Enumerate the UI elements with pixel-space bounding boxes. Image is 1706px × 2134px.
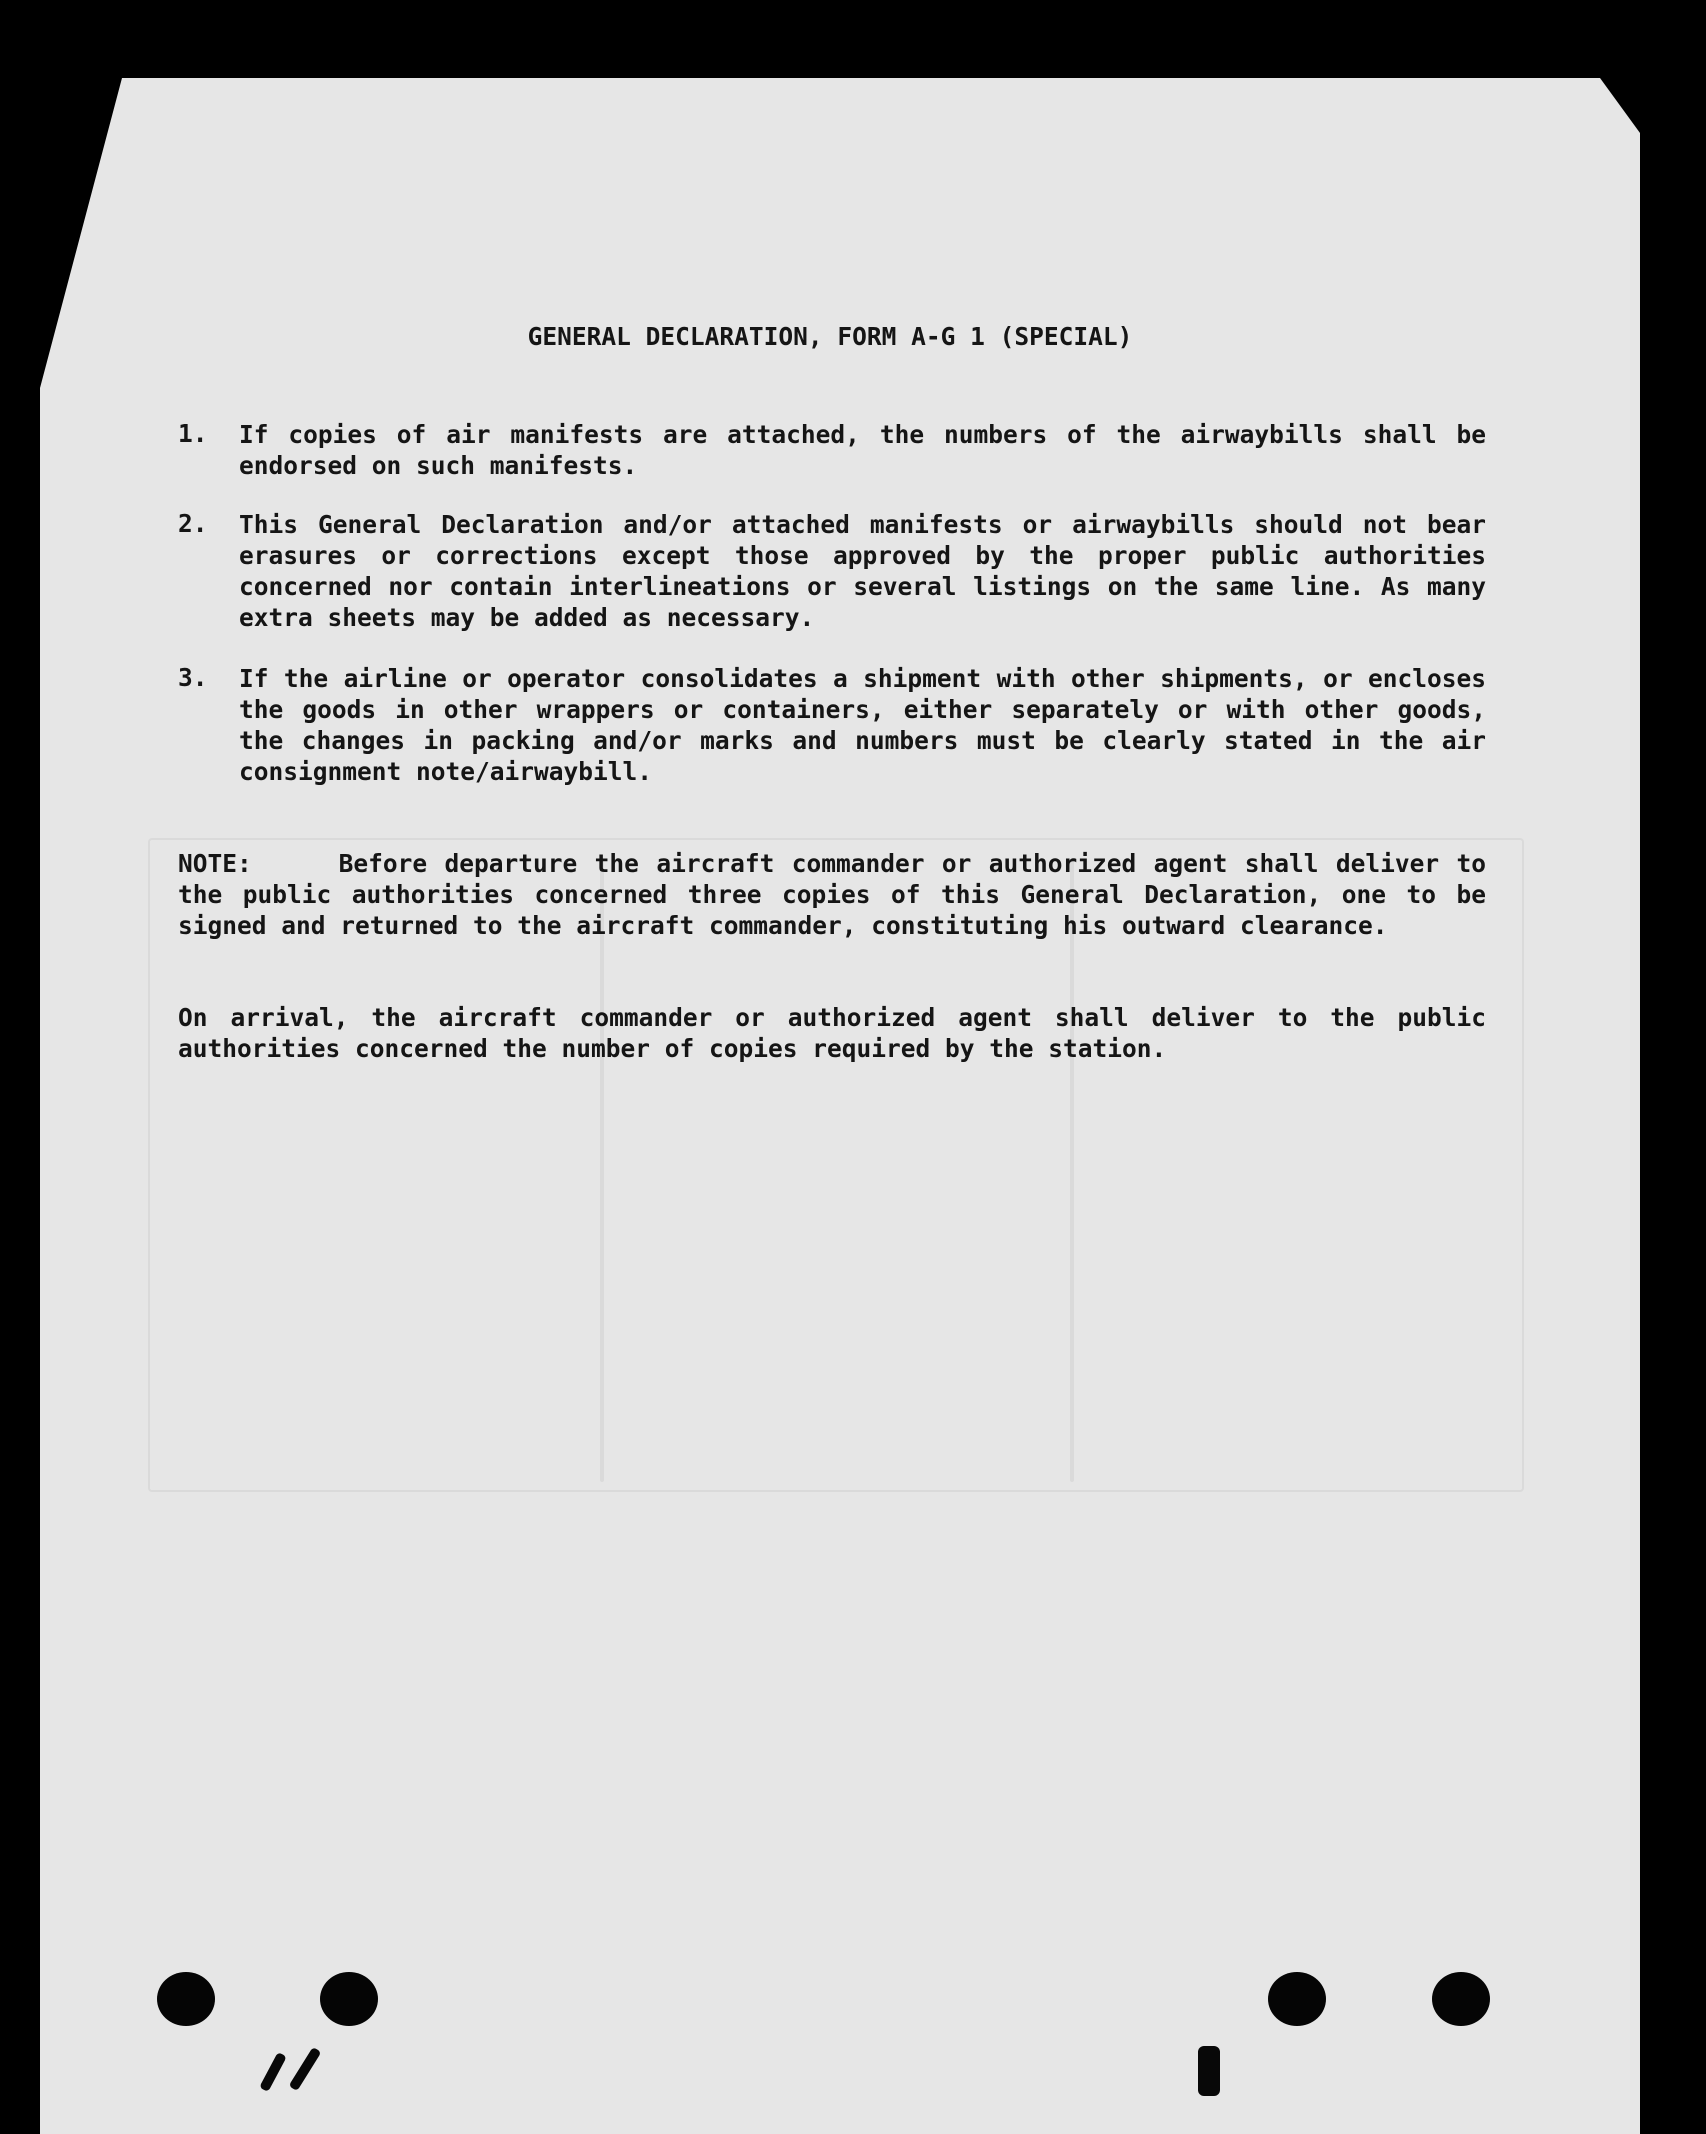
ink-mark: [1198, 2046, 1220, 2096]
note-label: NOTE:: [178, 849, 252, 878]
note-paragraph: [178, 848, 1486, 941]
punch-hole: [1432, 1972, 1490, 2026]
paper-sheet: [40, 78, 1640, 2134]
list-item: [178, 419, 1486, 481]
punch-hole: [1268, 1972, 1326, 2026]
show-through-line: [600, 858, 604, 1482]
punch-hole: [157, 1972, 215, 2026]
document-title: GENERAL DECLARATION, FORM A-G 1 (SPECIAL): [527, 322, 1133, 351]
item-text: This General Declaration and/or attached manifests or airwaybills should not bear erasures or corrections except those approved by the proper public authorities concerned nor contain interlineations or several listings on the same line. As many extra sheets may be added as necessary.: [239, 510, 1486, 632]
item-text: If the airline or operator consolidates a shipment with other shipments, or encloses the goods in other wrappers or containers, either separately or with other goods, the changes in packing and/or marks and numbers must be clearly stated in the air consignment note/airwaybill.: [239, 664, 1486, 786]
list-item: [178, 509, 1486, 633]
item-number: 3.: [178, 663, 208, 692]
list-item: [178, 663, 1486, 787]
note-text: Before departure the aircraft commander or authorized agent shall deliver to the public authorities concerned three copies of this General Declaration, one to be signed and returned to the aircraft commander, constituting his outward clearance.: [178, 849, 1486, 940]
item-text: If copies of air manifests are attached, the numbers of the airwaybills shall be endorsed on such manifests.: [239, 420, 1486, 480]
show-through-line: [1070, 858, 1074, 1482]
arrival-paragraph: On arrival, the aircraft commander or authorized agent shall deliver to the public authorities concerned the number of copies required by the station.: [178, 1003, 1486, 1063]
punch-hole: [320, 1972, 378, 2026]
item-number: 2.: [178, 509, 208, 538]
item-number: 1.: [178, 419, 208, 448]
